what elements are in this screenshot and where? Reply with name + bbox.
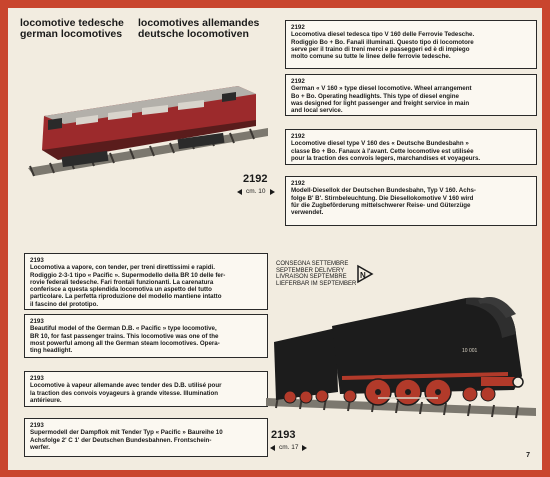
svg-text:10 001: 10 001 (462, 348, 478, 354)
heading-italian-english: locomotive tedesche german locomotives (20, 17, 124, 40)
description-2192-italian: 2192 Locomotiva diesel tedesca tipo V 160 delle Ferrovie Tedesche. Rodiggio Bo + Bo. Fanali illuminati. Questo tipo di locomotore serve per il traino di treni merci e passeggeri ed è di impiego molto comune su tutte le linee delle ferrovie tedesche. (285, 20, 537, 69)
description-2193-french: 2193 Locomotive à vapeur allemande avec tender des D.B. utilisé pour la traction des convois voyageurs à grande vitesse. Illumination antérieure. (24, 371, 268, 407)
heading-french-german: locomotives allemandes deutsche locomotiven (138, 17, 260, 40)
scale-2193: cm. 17 (279, 444, 299, 451)
diesel-locomotive-illustration (28, 80, 268, 180)
catalog-page (8, 8, 542, 470)
description-2192-english: 2192 German « V 160 » type diesel locomotive. Wheel arrangement Bo + Bo. Operating headlights. This type of diesel engine was designed for light passenger and freight service in main and local service. (285, 74, 537, 116)
arrow-left-icon (270, 445, 275, 451)
description-2193-german: 2193 Supermodell der Dampflok mit Tender Typ « Pacific » Baureihe 10 Achsfolge 2' C 1' der Deutschen Bundesbahnen. Frontschein- werfer. (24, 418, 268, 457)
model-number-2193: 2193 (271, 429, 296, 441)
steam-locomotive-illustration (266, 280, 536, 430)
arrow-right-icon (270, 189, 275, 195)
page-number: 7 (526, 452, 530, 459)
delivery-notice: CONSEGNA SETTEMBRE SEPTEMBER DELIVERY LIVRAISON SEPTEMBRE LIEFERBAR IM SEPTEMBER (276, 261, 357, 287)
description-2192-french: 2192 Locomotive diesel type V 160 des « Deutsche Bundesbahn » classe Bo + Bo. Fanaux à l'avant. Cette locomotive est utilisée pour la traction des convois legers, marchandises et voyageurs. (285, 129, 537, 165)
arrow-left-icon (237, 189, 242, 195)
description-2193-italian: 2193 Locomotiva a vapore, con tender, per treni direttissimi e rapidi. Rodiggio 2-3-1 tipo « Pacific ». Supermodello della BR 10 delle fer- rovie federali tedesche. Fari frontali funzionanti. La carenatura conferisce a questa splendida locomotiva un aspetto del tutto particolare. La perfetta riproduzione del modello mantiene intatto il fascino del prototipo. (24, 253, 268, 310)
arrow-right-icon (302, 445, 307, 451)
description-2193-english: 2193 Beautiful model of the German D.B. « Pacific » type locomotive, BR 10, for fast passenger trains. This locomotive was one of the most powerful among all the German steam locomotives. Opera- ting headlight. (24, 314, 268, 358)
description-2192-german: 2192 Modell-Diesellok der Deutschen Bundesbahn, Typ V 160. Achs- folge B' B'. Stirnbeleuchtung. Die Diesellokomotive V 160 wird für die Zugbeförderung mittelschwerer Reise- und Güterzüge verwendet. (285, 176, 537, 226)
svg-text:N: N (360, 271, 366, 280)
scale-2192: cm. 10 (246, 188, 266, 195)
model-number-2192: 2192 (243, 173, 268, 185)
